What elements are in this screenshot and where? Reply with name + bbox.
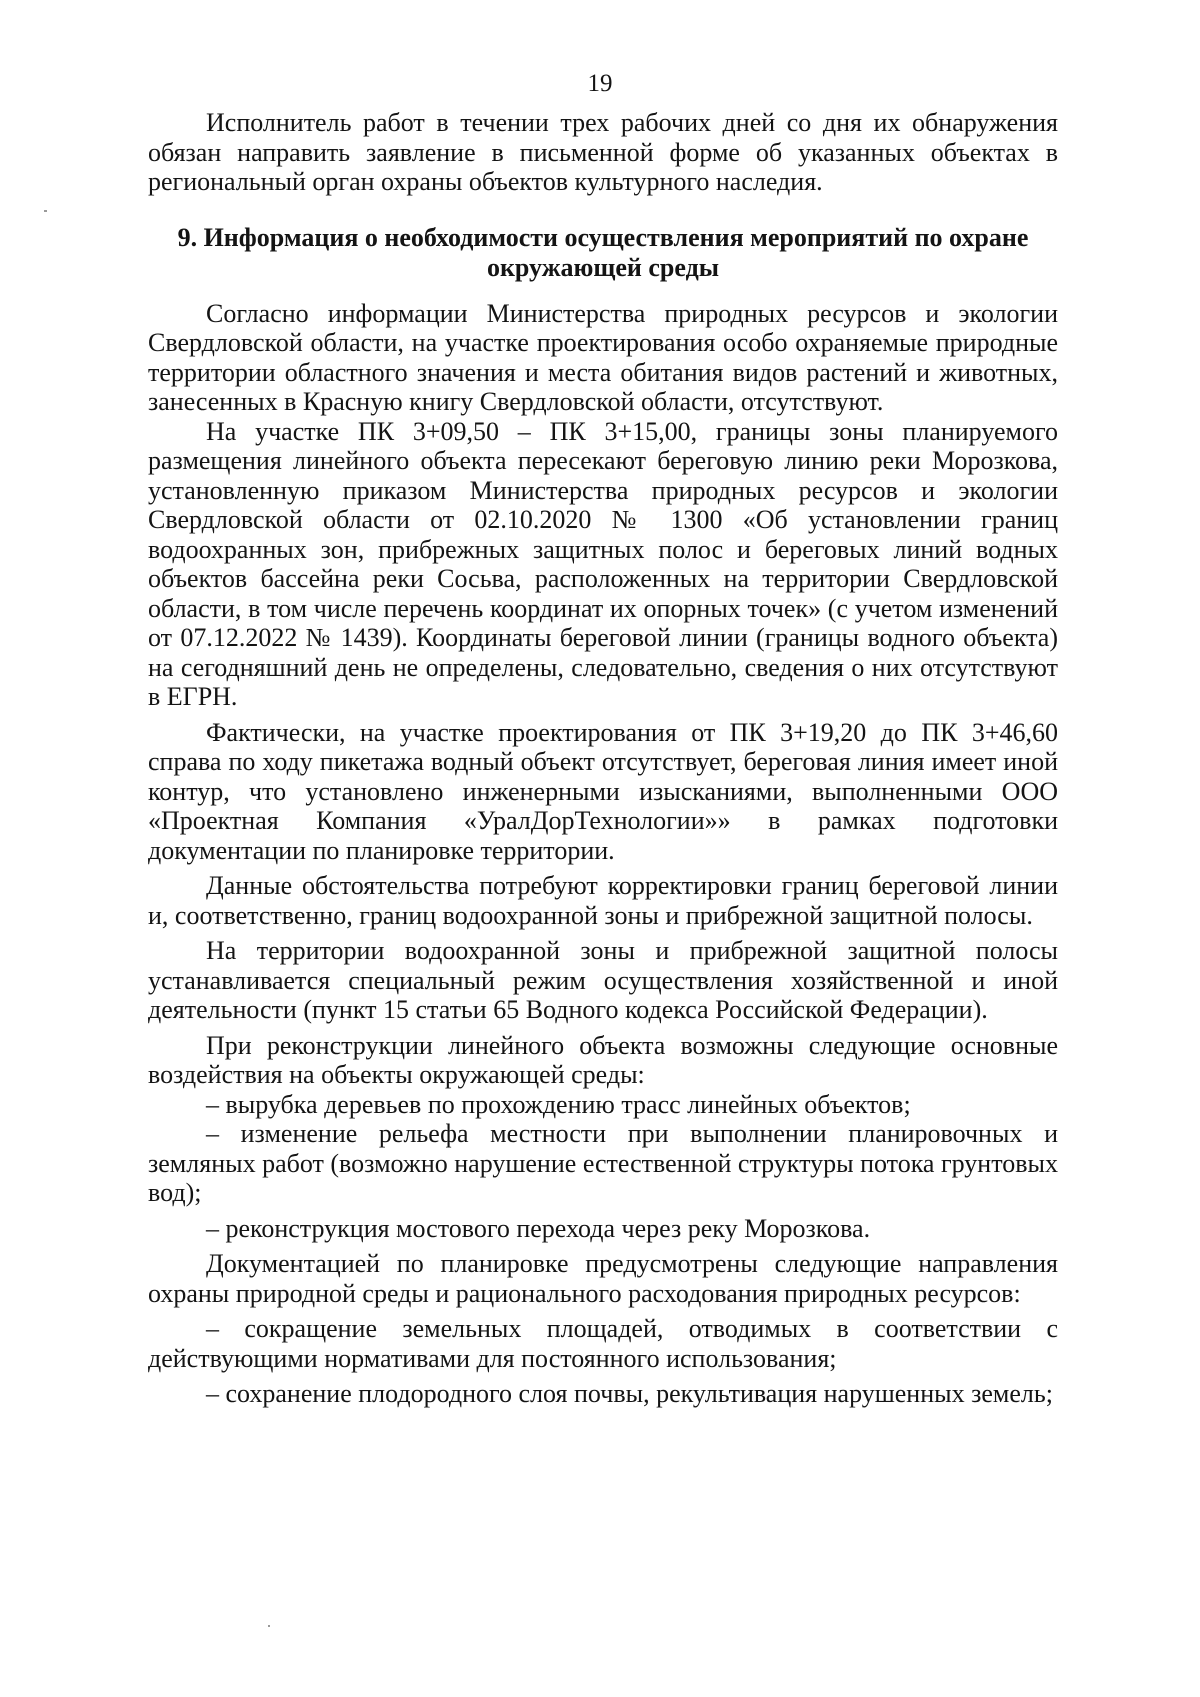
paragraph: Документацией по планировке предусмотрены следующие направления охраны природной среды и рационального расходования природных ресурсов: <box>148 1249 1058 1308</box>
paragraph: Исполнитель работ в течении трех рабочих дней со дня их обнаружения обязан направить заявление в письменной форме об указанных объектах в региональный орган охраны объектов культурного наследия. <box>148 108 1058 196</box>
paragraph: При реконструкции линейного объекта возможны следующие основные воздействия на объекты окружающей среды: <box>148 1030 1058 1089</box>
scan-speck <box>268 1625 270 1627</box>
page-number: 19 <box>587 70 613 97</box>
list-item: – изменение рельефа местности при выполнении планировочных и земляных работ (возможно нарушение естественной структуры потока грунтовых вод); <box>148 1119 1058 1207</box>
scan-speck <box>44 210 47 212</box>
list-item: – реконструкция мостового перехода через реку Морозкова. <box>206 1213 871 1243</box>
section-heading: 9. Информация о необходимости осуществления мероприятий по охране окружающей среды <box>177 222 1029 282</box>
paragraph: Данные обстоятельства потребуют корректировки границ береговой линии и, соответственно, границ водоохранной зоны и прибрежной защитной полосы. <box>148 871 1058 930</box>
list-item: – сохранение плодородного слоя почвы, рекультивация нарушенных земель; <box>206 1379 1053 1408</box>
paragraph: На участке ПК 3+09,50 – ПК 3+15,00, границы зоны планируемого размещения линейного объекта пересекают береговую линию реки Морозкова, установленную приказом Министерства природных ресурсов и экологии Свердловской области от 02.10.2020 № 1300 «Об установлении границ водоохранных зон, прибрежных защитных полос и береговых линий водных объектов бассейна реки Сосьва, расположенных на территории Свердловской области, в том числе перечень координат их опорных точек» (с учетом изменений от 07.12.2022 № 1439). Координаты береговой линии (границы водного объекта) на сегодняшний день не определены, следовательно, сведения о них отсутствуют в ЕГРН. <box>148 416 1058 711</box>
paragraph: Фактически, на участке проектирования от ПК 3+19,20 до ПК 3+46,60 справа по ходу пикетажа водный объект отсутствует, береговая линия имеет иной контур, что установлено инженерными изысканиями, выполненными ООО «Проектная Компания «УралДорТехнологии»» в рамках подготовки документации по планировке территории. <box>148 717 1058 865</box>
paragraph: Согласно информации Министерства природных ресурсов и экологии Свердловской области, на участке проектирования особо охраняемые природные территории областного значения и места обитания видов растений и животных, занесенных в Красную книгу Свердловской области, отсутствуют. <box>148 298 1058 416</box>
document-body <box>148 108 1058 1409</box>
list-item: – вырубка деревьев по прохождению трасс линейных объектов; <box>206 1089 911 1119</box>
list-item: – сокращение земельных площадей, отводимых в соответствии с действующими нормативами для постоянного использования; <box>148 1314 1058 1373</box>
paragraph: На территории водоохранной зоны и прибрежной защитной полосы устанавливается специальный режим осуществления хозяйственной и иной деятельности (пункт 15 статьи 65 Водного кодекса Российской Федерации). <box>148 936 1058 1024</box>
